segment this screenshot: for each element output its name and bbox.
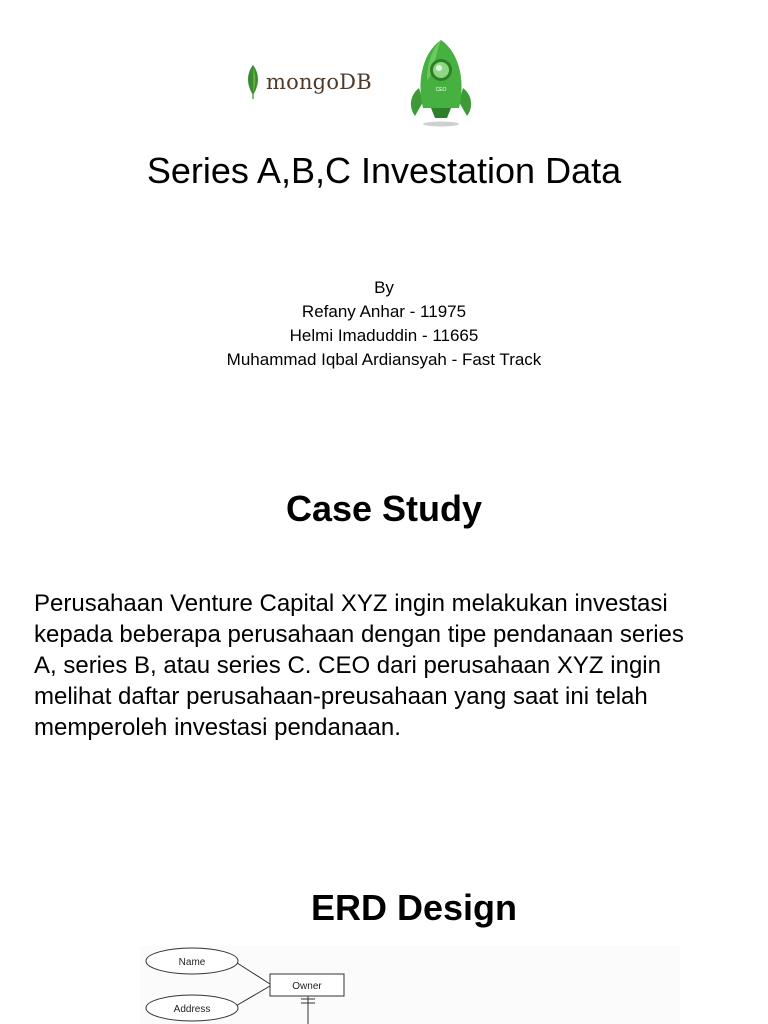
erd-attribute-address-label: Address [173,1004,211,1015]
author-line: Refany Anhar - 11975 [301,302,467,321]
svg-text:CEO: CEO [435,87,447,93]
case-study-line: melihat daftar perusahaan-preusahaan yang saat ini telah [34,683,648,710]
author-line: Muhammad Iqbal Ardiansyah - Fast Track [226,350,542,369]
erd-connector-line [234,961,270,984]
erd-entity-owner-label: Owner [292,981,322,992]
mongodb-wordmark: mongoDB [266,70,372,94]
erd-connector-line [234,986,270,1007]
erd-attribute-name-label: Name [178,957,206,968]
case-study-line: A, series B, atau series C. CEO dari perusahaan XYZ ingin [34,652,661,679]
mongodb-leaf-icon [244,64,262,100]
author-block [0,276,768,372]
case-study-line: memperoleh investasi pendanaan. [34,714,401,741]
erd-diagram-svg [140,946,680,1024]
by-label: By [374,278,394,297]
case-study-body [34,588,744,743]
page-title: Series A,B,C Investation Data [146,150,622,191]
case-study-line: Perusahaan Venture Capital XYZ ingin melakukan investasi [34,590,668,617]
green-rocket-mascot-icon [405,36,477,128]
mongodb-logo [244,64,372,100]
case-study-heading: Case Study [285,488,483,529]
erd-design-heading: ERD Design [310,887,518,928]
author-line: Helmi Imaduddin - 11665 [289,326,479,345]
erd-diagram [140,946,680,1024]
logo-row [0,36,768,131]
case-study-line: kepada beberapa perusahaan dengan tipe pendanaan series [34,621,684,648]
